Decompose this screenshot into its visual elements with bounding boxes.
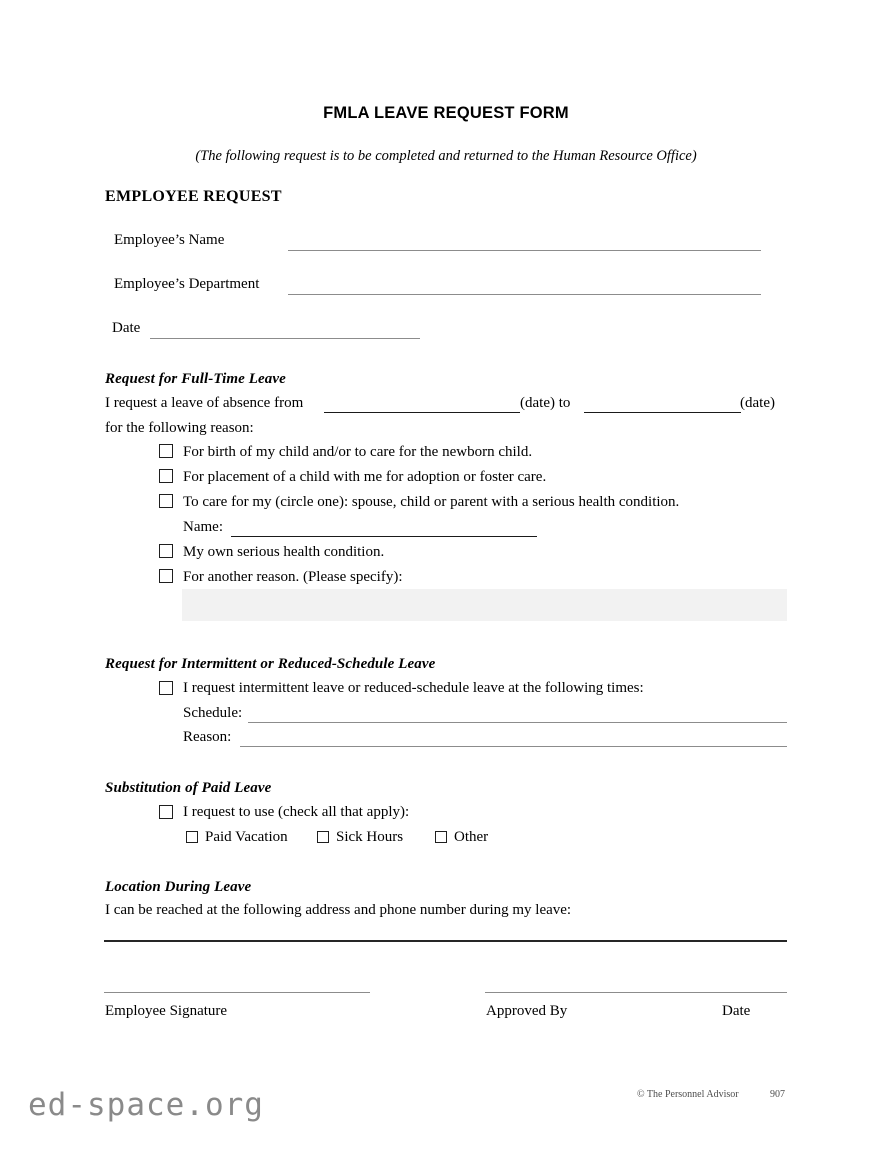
label-intermittent-leave: I request intermittent leave or reduced-schedule leave at the following times: xyxy=(183,680,644,696)
label-approved-by: Approved By xyxy=(486,1003,568,1019)
label-other: Other xyxy=(454,829,489,845)
intermittent-reason-input[interactable] xyxy=(240,746,787,747)
label-request-to-use: I request to use (check all that apply): xyxy=(183,804,410,820)
heading-intermittent-leave: Request for Intermittent or Reduced-Schedule Leave xyxy=(105,656,436,672)
family-member-name-input[interactable] xyxy=(231,536,537,537)
label-approval-date: Date xyxy=(722,1003,751,1019)
document-subtitle: (The following request is to be completed and returned to the Human Resource Office) xyxy=(195,148,697,164)
approved-by-input[interactable] xyxy=(485,992,787,993)
checkbox-intermittent-leave[interactable] xyxy=(159,681,173,695)
leave-start-date-input[interactable] xyxy=(324,412,520,413)
checkbox-other[interactable] xyxy=(435,831,447,843)
label-schedule: Schedule: xyxy=(183,705,243,721)
checkbox-care-for-family-member[interactable] xyxy=(159,494,173,508)
watermark: ed-space.org xyxy=(28,1087,264,1123)
label-employee-department: Employee’s Department xyxy=(114,276,260,292)
date-input[interactable] xyxy=(150,338,420,339)
full-time-leave-line-prefix: I request a leave of absence from xyxy=(105,395,304,411)
section-heading-employee-request: EMPLOYEE REQUEST xyxy=(105,188,282,205)
label-family-member-name: Name: xyxy=(183,519,223,535)
label-care-for-family-member: To care for my (circle one): spouse, child or parent with a serious health condition. xyxy=(183,494,680,510)
label-sick-hours: Sick Hours xyxy=(336,829,404,845)
leave-start-date-marker: (date) to xyxy=(520,395,571,411)
footer-copyright: © The Personnel Advisor xyxy=(637,1089,739,1100)
leave-end-date-marker: (date) xyxy=(740,395,775,411)
employee-signature-input[interactable] xyxy=(104,992,370,993)
heading-substitution-of-paid-leave: Substitution of Paid Leave xyxy=(105,780,272,796)
leave-end-date-input[interactable] xyxy=(584,412,741,413)
label-employee-name: Employee’s Name xyxy=(114,232,225,248)
page-title: FMLA LEAVE REQUEST FORM xyxy=(323,104,569,122)
checkbox-placement-of-child[interactable] xyxy=(159,469,173,483)
label-own-health-condition: My own serious health condition. xyxy=(183,544,385,560)
another-reason-textarea[interactable] xyxy=(182,589,787,621)
label-date: Date xyxy=(112,320,141,336)
label-birth-of-child: For birth of my child and/or to care for the newborn child. xyxy=(183,444,533,460)
checkbox-request-to-use[interactable] xyxy=(159,805,173,819)
employee-name-input[interactable] xyxy=(288,250,761,251)
label-employee-signature: Employee Signature xyxy=(105,1003,228,1019)
heading-location-during-leave: Location During Leave xyxy=(105,879,252,895)
checkbox-sick-hours[interactable] xyxy=(317,831,329,843)
label-another-reason: For another reason. (Please specify): xyxy=(183,569,403,585)
label-paid-vacation: Paid Vacation xyxy=(205,829,288,845)
employee-department-input[interactable] xyxy=(288,294,761,295)
full-time-leave-line-suffix: for the following reason: xyxy=(105,420,254,436)
label-placement-of-child: For placement of a child with me for adoption or foster care. xyxy=(183,469,547,485)
checkbox-paid-vacation[interactable] xyxy=(186,831,198,843)
schedule-input[interactable] xyxy=(248,722,787,723)
checkbox-another-reason[interactable] xyxy=(159,569,173,583)
label-intermittent-reason: Reason: xyxy=(183,729,232,745)
footer-page-number: 907 xyxy=(770,1089,785,1100)
location-instruction: I can be reached at the following address and phone number during my leave: xyxy=(105,902,572,918)
location-address-input[interactable] xyxy=(104,940,787,942)
checkbox-birth-of-child[interactable] xyxy=(159,444,173,458)
checkbox-own-health-condition[interactable] xyxy=(159,544,173,558)
heading-full-time-leave: Request for Full-Time Leave xyxy=(105,371,286,387)
